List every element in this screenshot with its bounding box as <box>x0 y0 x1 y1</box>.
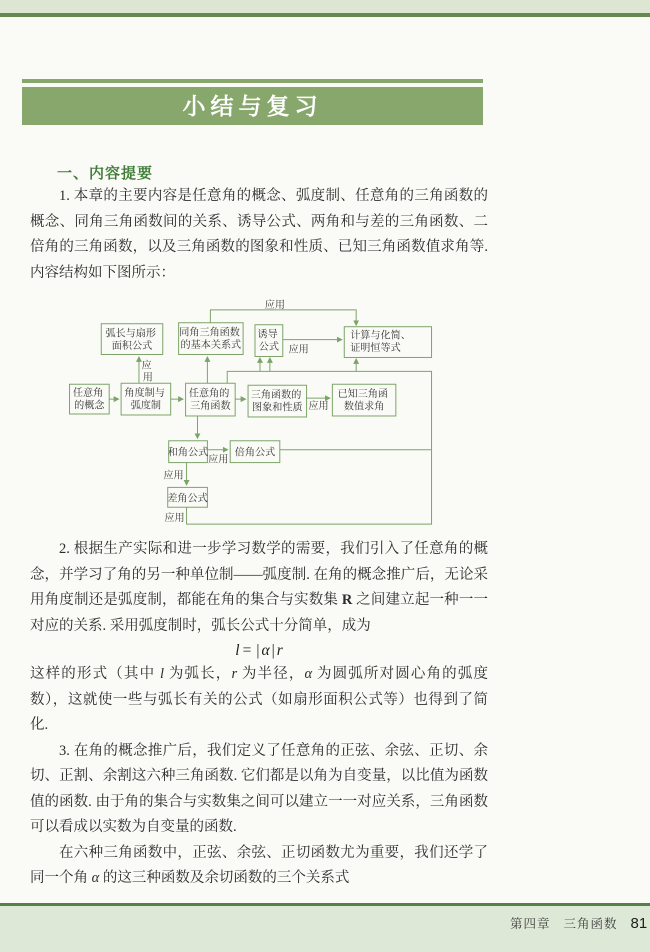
diagram-box-arbitrary-angle-concept <box>70 384 110 414</box>
paragraph-5-text: 在六种三角函数中，正弦、余弦、正切函数尤为重要，我们还学了同一个角 <box>30 844 488 886</box>
diagram-box-trig-of-arbitrary-angle <box>186 383 236 416</box>
real-number-set-symbol: R <box>341 592 353 608</box>
svg-text:任意角的 三角函数: 任意角的 三角函数 <box>188 388 231 413</box>
svg-text:差角公式: 差角公式 <box>167 493 208 505</box>
paragraph-3 <box>30 662 488 739</box>
diagram-box-double-angle-formula <box>230 441 280 463</box>
formula-bar-right: | <box>271 642 275 659</box>
page-top-strip <box>0 0 650 13</box>
svg-text:倍角公式: 倍角公式 <box>234 447 276 459</box>
diagram-box-same-angle-relations <box>179 323 243 355</box>
svg-text:任意角 的概念: 任意角 的概念 <box>72 388 105 412</box>
diagram-box-calc-simplify-identities <box>344 327 431 358</box>
svg-text:诱导 公式: 诱导 公式 <box>257 329 280 354</box>
paragraph-5-text-tail: 的这三种函数及余切函数的三个关系式 <box>99 870 350 886</box>
diagram-box-sum-angle-formula <box>168 441 208 463</box>
svg-text:和角公式: 和角公式 <box>167 447 209 459</box>
footer-page-number: 81 <box>630 915 648 932</box>
diagram-box-find-angle-from-value <box>332 384 395 416</box>
apply-label-induction-calc: 应用 <box>288 344 309 356</box>
body-text-block <box>30 184 488 892</box>
diagram-box-degree-radian-system <box>121 383 171 415</box>
apply-label-bottom: 应用 <box>164 513 185 525</box>
title-banner <box>22 87 483 125</box>
paragraph-3-text: 为半径， <box>237 666 305 682</box>
page-top-rule <box>0 13 650 17</box>
paragraph-2-text: 2. 根据生产实际和进一步学习数学的需要，我们引入了任意角的概念，并学习了角的另一种单位制——弧度制. 在角的概念推广后，无论采用角度制还是弧度制，都能在角的集合与实数集 <box>30 541 488 608</box>
svg-text:角度制与 弧度制: 角度制与 弧度制 <box>124 388 165 412</box>
page-title: 小结与复习 <box>182 93 323 119</box>
svg-text:计算与化简、 证明恒等式: 计算与化简、 证明恒等式 <box>350 330 411 355</box>
paragraph-3-text: 这样的形式（其中 <box>30 666 161 682</box>
apply-label-vertical: 应 用 <box>141 360 153 384</box>
paragraph-2 <box>30 537 488 639</box>
content-structure-diagram <box>35 292 475 535</box>
apply-label-sum-diff: 应用 <box>163 470 184 482</box>
var-l: l <box>160 666 165 682</box>
footer <box>510 914 647 932</box>
footer-chapter-title: 三角函数 <box>563 917 618 931</box>
paragraph-3-text-tail: 为圆弧所对圆心角的弧度数），这就使一些与弧长有关的公式（如扇形面积公式等）也得到了简化. <box>30 666 488 733</box>
var-r: r <box>231 666 238 682</box>
diagram-box-induction-formulas <box>255 325 283 357</box>
formula-var-l: l <box>235 642 240 659</box>
formula-bar-left: | <box>256 642 260 659</box>
diagram-box-graphs-properties <box>248 385 307 417</box>
formula-var-alpha: α <box>261 642 270 659</box>
section-heading: 一、内容提要 <box>57 165 154 182</box>
diagram-box-difference-angle-formula <box>167 487 207 507</box>
apply-label-top: 应用 <box>264 299 285 311</box>
footer-chapter: 第四章 <box>510 917 551 931</box>
svg-text:已知三角函 数值求角: 已知三角函 数值求角 <box>337 389 389 413</box>
paragraph-5 <box>30 841 488 892</box>
diagram-box-arc-length-formula <box>101 324 162 355</box>
apply-label-sum-double: 应用 <box>208 454 229 466</box>
paragraph-2-text-tail: 之间建立起一种一一对应的关系. 采用弧度制时，弧长公式十分简单，成为 <box>30 592 489 634</box>
apply-label-graph-known: 应用 <box>308 401 329 413</box>
var-alpha: α <box>91 870 100 886</box>
svg-text:三角函数的 图象和性质: 三角函数的 图象和性质 <box>250 390 303 414</box>
paragraph-3-text: 为弧长， <box>164 666 232 682</box>
svg-text:同角三角函数 的基本关系式: 同角三角函数 的基本关系式 <box>179 327 242 352</box>
svg-text:弧长与扇形 面积公式: 弧长与扇形 面积公式 <box>105 328 157 353</box>
formula-equals: = <box>242 642 252 659</box>
paragraph-1: 1. 本章的主要内容是任意角的概念、弧度制、任意角的三角函数的概念、同角三角函数间的关系、诱导公式、两角和与差的三角函数、二倍角的三角函数，以及三角函数的图象和性质、已知三角函数值求角等. 内容结构如下图所示： <box>30 188 488 281</box>
paragraph-4: 3. 在角的概念推广后，我们定义了任意角的正弦、余弦、正切、余切、正割、余割这六种三角函数. 它们都是以角为自变量，以比值为函数值的函数. 由于角的集合与实数集之间可以建立一一对应关系，三角函数可以看成以实数为自变量的函数. <box>30 742 488 835</box>
title-banner-rule <box>22 79 483 83</box>
formula-var-r: r <box>276 642 283 659</box>
formula-arc-length <box>30 640 488 661</box>
var-alpha: α <box>304 666 313 682</box>
